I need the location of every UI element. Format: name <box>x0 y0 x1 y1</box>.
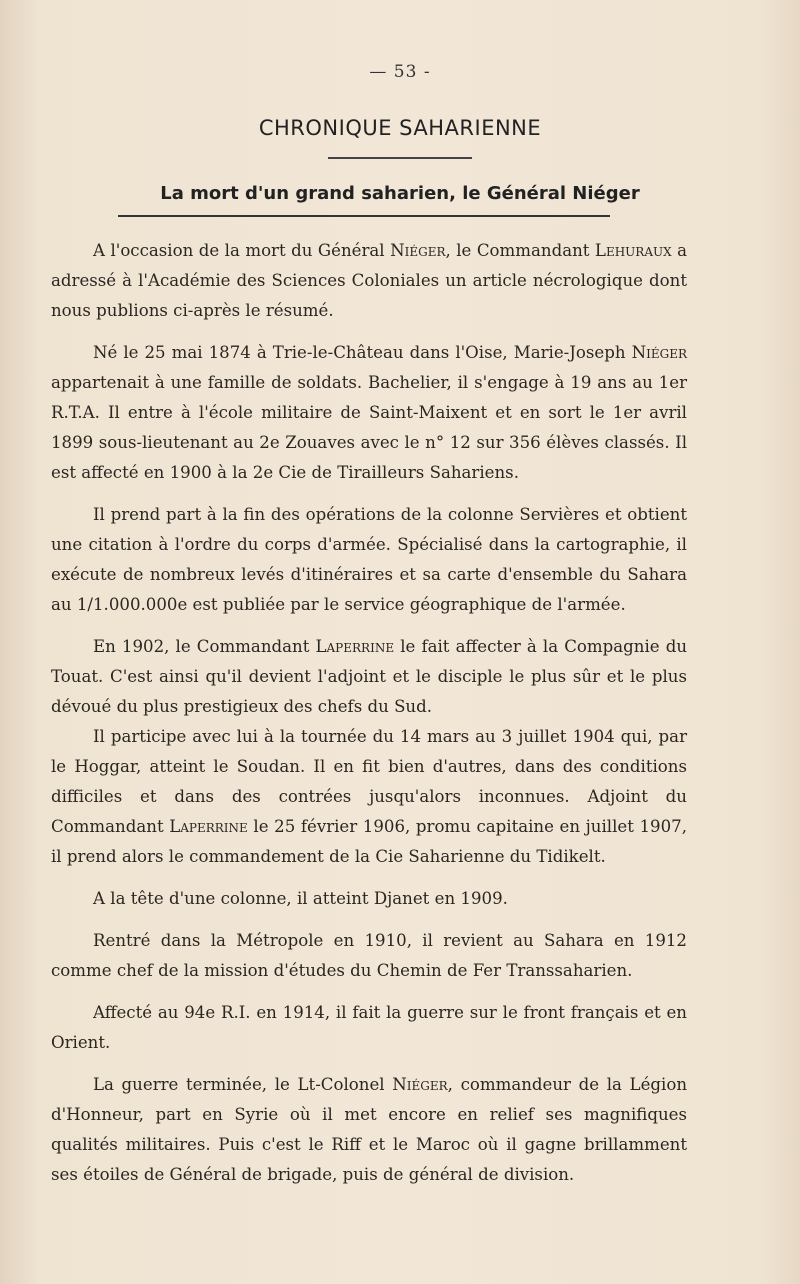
name-nieger: Niéger <box>390 241 446 260</box>
article-body <box>51 236 687 1202</box>
article-title: La mort d'un grand saharien, le Général Niéger <box>160 183 640 204</box>
paragraph: En 1902, le Commandant Laperrine le fait affecter à la Compagnie du Touat. C'est ainsi qu'il devient l'adjoint et le disciple le plus sûr et le plus dévoué du plus prestigieux des chefs du Sud. <box>51 637 688 716</box>
paragraph: Né le 25 mai 1874 à Trie-le-Château dans l'Oise, Marie-Joseph Niéger appartenait à une famille de soldats. Bachelier, il s'engage à 19 ans au 1er R.T.A. Il entre à l'école militaire de Saint-Maixent et en sort le 1er avril 1899 sous-lieutenant au 2e Zouaves avec le n° 12 sur 356 élèves classés. Il est affecté en 1900 à la 2e Cie de Tirailleurs Sahariens. <box>51 343 687 482</box>
name-lehuraux: Lehuraux <box>594 241 672 260</box>
name-nieger: Niéger <box>631 343 687 362</box>
paragraph: Affecté au 94e R.I. en 1914, il fait la guerre sur le front français et en Orient. <box>51 1003 687 1052</box>
paragraph: A l'occasion de la mort du Général Niéger, le Commandant Lehuraux a adressé à l'Académie des Sciences Coloniales un article nécrologique dont nous publions ci-après le résumé. <box>51 241 688 320</box>
name-laperrine: Laperrine <box>169 817 248 836</box>
section-title: CHRONIQUE SAHARIENNE <box>258 116 542 140</box>
name-nieger: Niéger <box>392 1075 448 1094</box>
paragraph: Rentré dans la Métropole en 1910, il revient au Sahara en 1912 comme chef de la mission d'études du Chemin de Fer Transsaharien. <box>51 931 687 980</box>
paragraph: La guerre terminée, le Lt-Colonel Niéger, commandeur de la Légion d'Honneur, part en Syrie où il met encore en relief ses magnifiques qualités militaires. Puis c'est le Riff et le Maroc où il gagne brillamment ses étoiles de Général de brigade, puis de général de division. <box>51 1075 687 1184</box>
paragraph: A la tête d'une colonne, il atteint Djanet en 1909. <box>93 889 508 908</box>
paragraph: Il prend part à la fin des opérations de la colonne Servières et obtient une citation à l'ordre du corps d'armée. Spécialisé dans la cartographie, il exécute de nombreux levés d'itinéraires et sa carte d'ensemble du Sahara au 1/1.000.000e est publiée par le service géographique de l'armée. <box>51 505 687 614</box>
name-laperrine: Laperrine <box>315 637 395 656</box>
title-divider <box>328 157 472 159</box>
paragraph: Il participe avec lui à la tournée du 14 mars au 3 juillet 1904 qui, par le Hoggar, atteint le Soudan. Il en fit bien d'autres, dans des conditions difficiles et dans des contrées jusqu'alors inconnues. Adjoint du Commandant Laperrine le 25 février 1906, promu capitaine en juillet 1907, il prend alors le commandement de la Cie Saharienne du Tidikelt. <box>51 727 687 866</box>
page-number: — 53 - <box>369 62 431 82</box>
article-title-underline <box>118 215 610 217</box>
